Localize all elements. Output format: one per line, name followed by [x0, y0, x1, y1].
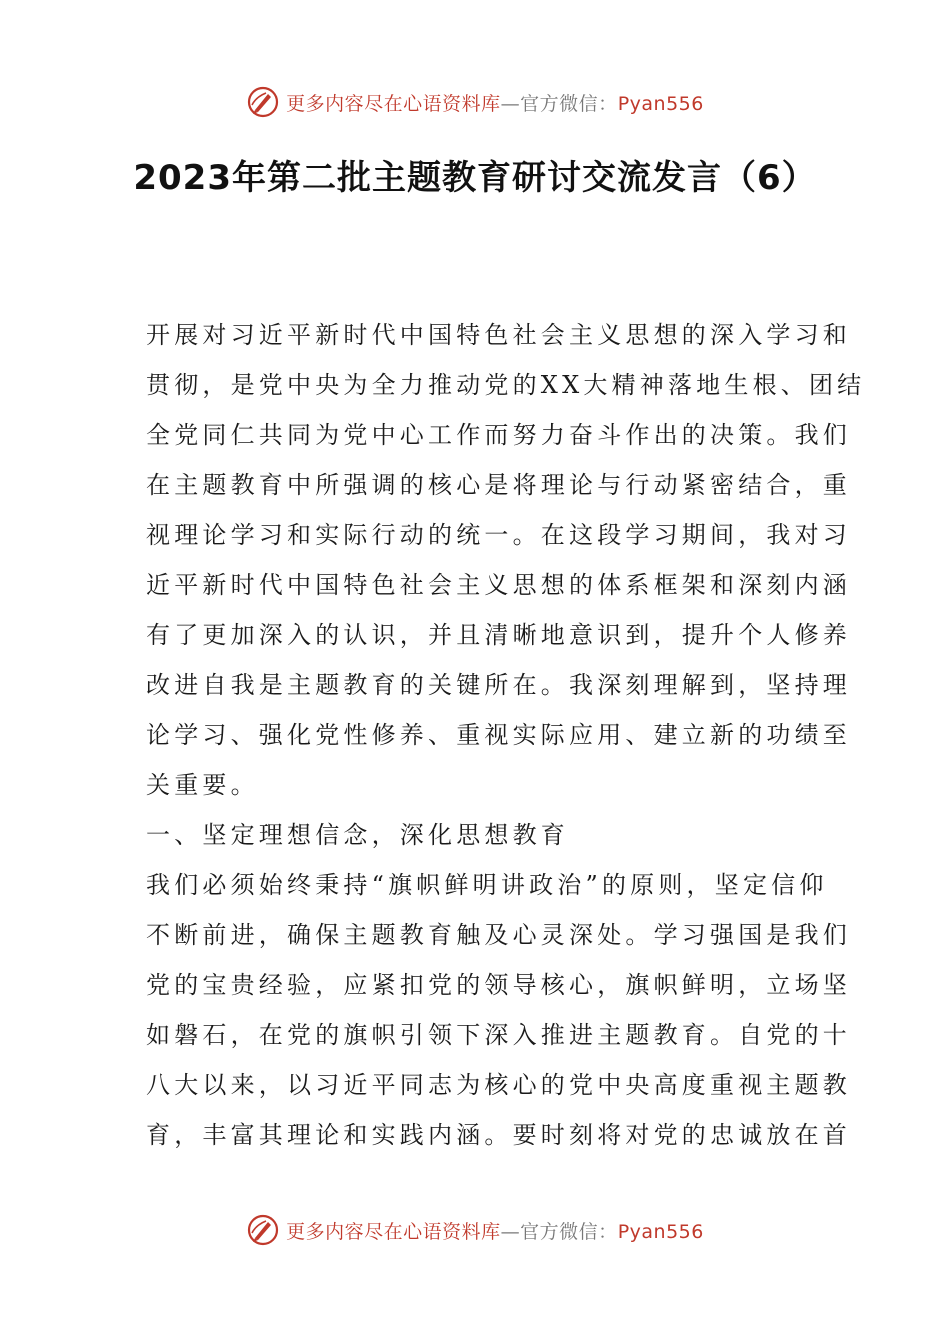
body-line: 不断前进，确保主题教育触及心灵深处。学习强国是我们: [146, 921, 851, 949]
body-line: 开展对习近平新时代中国特色社会主义思想的深入学习和: [146, 321, 851, 349]
footer-banner-text: 更多内容尽在心语资料库—官方微信：Pyan556: [286, 1220, 704, 1243]
document-body: [146, 310, 866, 1160]
body-line: 视理论学习和实际行动的统一。在这段学习期间，我对习: [146, 521, 851, 549]
pen-logo-icon: [246, 1213, 280, 1247]
body-line: 育，丰富其理论和实践内涵。要时刻将对党的忠诚放在首: [146, 1121, 851, 1149]
body-line: 在主题教育中所强调的核心是将理论与行动紧密结合，重: [146, 471, 851, 499]
body-line: 贯彻，是党中央为全力推动党的XX大精神落地生根、团结: [146, 371, 866, 399]
body-line: 关重要。: [146, 771, 259, 799]
body-line: 有了更加深入的认识，并且清晰地意识到，提升个人修养: [146, 621, 851, 649]
pen-logo-icon: [246, 85, 280, 119]
header-banner: [0, 82, 950, 122]
body-line: 如磐石，在党的旗帜引领下深入推进主题教育。自党的十: [146, 1021, 851, 1049]
section-heading: 一、坚定理想信念，深化思想教育: [146, 821, 569, 849]
body-line: 改进自我是主题教育的关键所在。我深刻理解到，坚持理: [146, 671, 851, 699]
body-line: 党的宝贵经验，应紧扣党的领导核心，旗帜鲜明，立场坚: [146, 971, 851, 999]
header-banner-text: 更多内容尽在心语资料库—官方微信：Pyan556: [286, 92, 704, 115]
body-line: 八大以来，以习近平同志为核心的党中央高度重视主题教: [146, 1071, 851, 1099]
body-line: 全党同仁共同为党中心工作而努力奋斗作出的决策。我们: [146, 421, 851, 449]
document-title: 2023年第二批主题教育研讨交流发言（6）: [133, 158, 817, 198]
footer-banner: [0, 1210, 950, 1250]
body-line: 论学习、强化党性修养、重视实际应用、建立新的功绩至: [146, 721, 851, 749]
body-line: 我们必须始终秉持“旗帜鲜明讲政治”的原则，坚定信仰: [146, 871, 828, 899]
body-line: 近平新时代中国特色社会主义思想的体系框架和深刻内涵: [146, 571, 851, 599]
